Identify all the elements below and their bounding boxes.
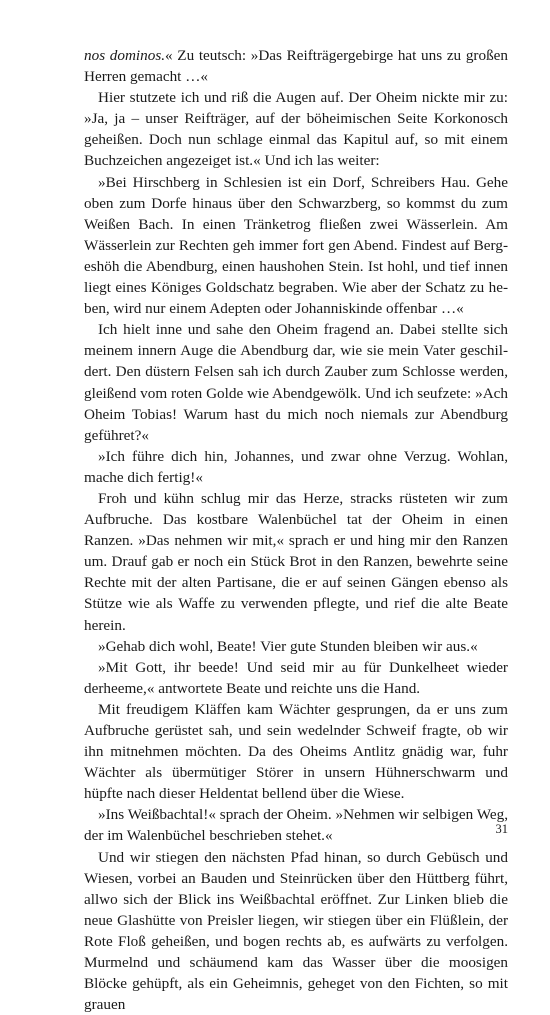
page-number: 31 xyxy=(495,822,508,836)
paragraph-7: »Gehab dich wohl, Beate! Vier gute Stunden bleiben wir aus.« xyxy=(98,637,478,655)
paragraph-4: Ich hielt inne und sahe den Oheim fragend an. Dabei stellte sich meinem innern Auge die Abendburg dar, wie sie mein Vater geschildert. Den düstern Felsen sah ich durch Zauber zum Schlosse werden, gleißend vom roten Golde wie Abendgewölk. Und ich seufzete: »Ach Oheim Tobias! Warum hast du mich noch niemals zur Abendburg geführet?« xyxy=(84,321,508,444)
paragraph-5: »Ich führe dich hin, Johannes, und zwar ohne Verzug. Wohlan, mache dich fertig!« xyxy=(84,447,508,486)
paragraph-9: Mit freudigem Kläffen kam Wächter gesprungen, da er uns zum Aufbruche gerüstet sah, und sein wedelnder Schweif fragte, ob wir ihn mitnehmen möchten. Da des Oheims Antlitz gnädig war, fuhr Wächter als übermütiger Störer in unsern Hühnerschwarm und hüpfte nach dieser Heldentat bellend über die Wiese. xyxy=(84,700,508,803)
paragraph-10: »Ins Weißbachtal!« sprach der Oheim. »Nehmen wir selbigen Weg, der im Walenbüchel beschrieben stehet.« xyxy=(84,806,508,845)
paragraph-1 xyxy=(84,45,508,87)
paragraph-8: »Mit Gott, ihr beede! Und seid mir au für Dunkelheet wieder derheeme,« antwortete Beate und reichte uns die Hand. xyxy=(84,658,508,697)
paragraph-6: Froh und kühn schlug mir das Herze, stracks rüsteten wir zum Aufbruche. Das kostbare Walenbüchel tat der Oheim in einen Ranzen. »Das nehmen wir mit,« sprach er und hing mir den Ranzen um. Drauf gab er noch ein Stück Brot in den Ranzen, bewehrte seine Rechte mit der alten Partisane, die er auf seinen Gängen ebenso als Stütze wie als Waffe zu verwenden pflegte, und rief die alte Beate herein. xyxy=(84,489,508,634)
book-page-body xyxy=(84,45,508,1015)
paragraph-text: « Zu teutsch: »Das Reifträgergebirge hat uns zu großen Herren gemacht …« xyxy=(84,47,508,86)
paragraph-2: Hier stutzete ich und riß die Augen auf. Der Oheim nickte mir zu: »Ja, ja – unser Reifträger, auf der böheimischen Seite Korkonosch geheißen. Doch nun schlage einmal das Kapitul auf, so mit einem Buchzeichen angezeiget ist.« Und ich las weiter: xyxy=(84,89,508,170)
latin-phrase: nos dominos. xyxy=(84,47,166,64)
paragraph-11: Und wir stiegen den nächsten Pfad hinan, so durch Gebüsch und Wiesen, vorbei an Bauden und Steinrücken über den Hüttberg führt, allwo sich der Blick ins Weißbachtal eröffnet. Zur Linken blieb die neue Glashütte von Preisler liegen, wir stiegen über ein Flüßlein, der Rote Floß geheißen, und bogen rechts ab, es aufwärts zu verfolgen. Murmelnd und schäumend kam das Wasser über die moosigen Blöcke gehüpft, als ein Geheimnis, geheget von den Fichten, so mit grauen xyxy=(84,848,508,1014)
paragraph-3: »Bei Hirschberg in Schlesien ist ein Dorf, Schreibers Hau. Gehe oben zum Dorfe hinaus über den Schwarzberg, so kommst du zum Weißen Bach. In einen Tränketrog fließen zwei Wässerlein. Am Wässerlein zur Rechten geh immer fort gen Abend. Findest auf Bergeshöh die Abendburg, einen haushohen Stein. Ist hohl, und tief innen liegt eines Königes Goldschatz begraben. Wie aber der Schatz zu heben, wird nur einem Adepten oder Johanniskinde offenbar …« xyxy=(84,173,508,318)
